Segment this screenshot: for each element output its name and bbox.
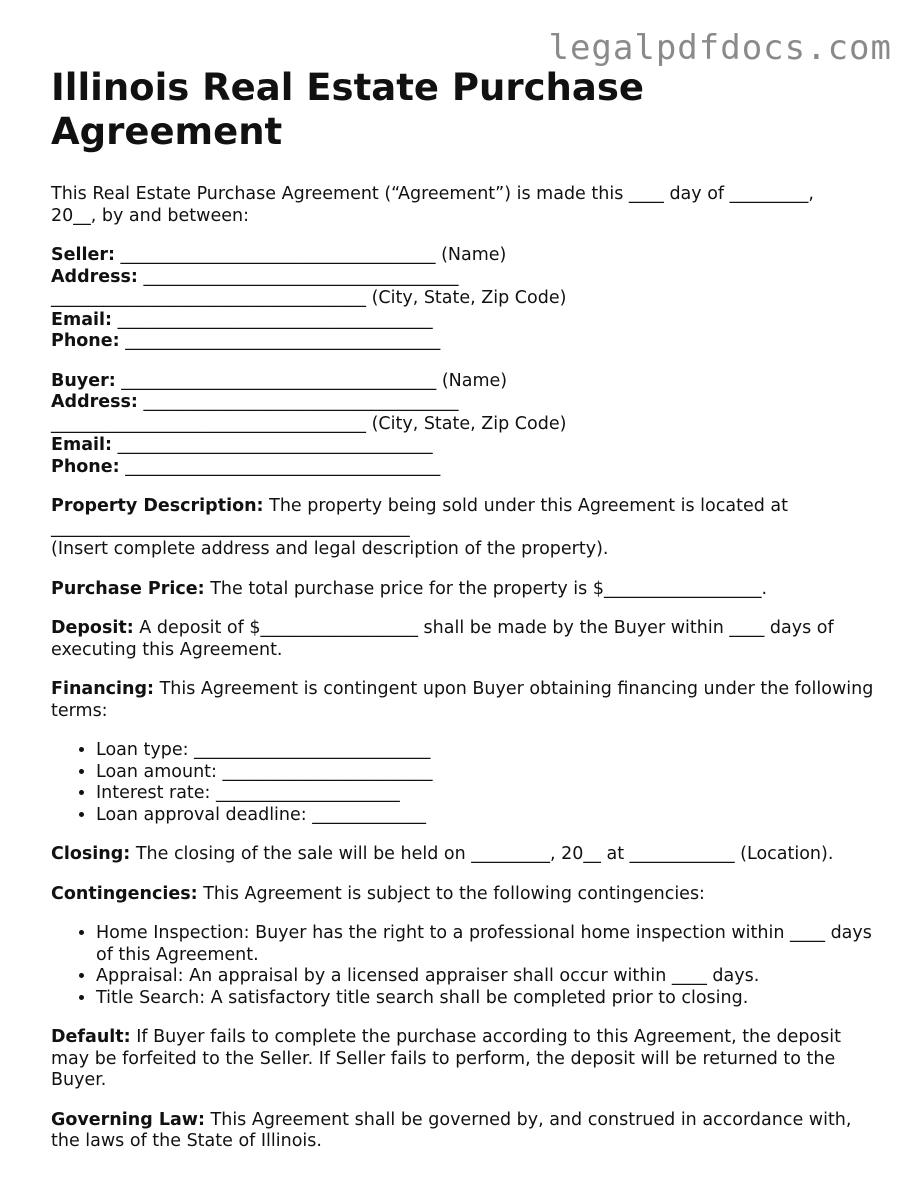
seller-email-label: Email:: [51, 309, 112, 330]
property-text: The property being sold under this Agreement is located at: [263, 496, 788, 516]
governing-law-text: This Agreement shall be governed by, and construed in accordance with, the laws of the State of Illinois.: [51, 1109, 852, 1151]
list-item[interactable]: • Home Inspection: Buyer has the right to a professional home inspection within ____ days of this Agreement.: [96, 923, 881, 966]
deposit-section: [51, 618, 881, 661]
financing-list: [51, 740, 881, 826]
contingencies-text: This Agreement is subject to the following contingencies:: [197, 883, 705, 904]
seller-block: [51, 245, 881, 353]
buyer-phone-label: Phone:: [51, 456, 120, 477]
buyer-email-label: Email:: [51, 435, 112, 455]
buyer-address-row[interactable]: [51, 392, 881, 414]
buyer-name-field: ____________________________________ (Name): [115, 370, 508, 391]
seller-address-label: Address:: [51, 266, 138, 287]
intro-paragraph: [51, 184, 881, 227]
buyer-name-row[interactable]: [51, 371, 881, 393]
seller-email-field: ____________________________________: [112, 309, 433, 330]
deposit-text[interactable]: A deposit of $__________________ shall be made by the Buyer within ____ days of executing this Agreement.: [51, 618, 834, 660]
list-item[interactable]: • Interest rate: _____________________: [96, 783, 881, 805]
closing-section: [51, 844, 881, 866]
financing-text: This Agreement is contingent upon Buyer obtaining financing under the following terms:: [51, 679, 874, 721]
seller-phone-field: ____________________________________: [119, 331, 441, 351]
seller-name-field: ____________________________________ (Name): [114, 245, 507, 265]
buyer-email-field: ____________________________________: [112, 435, 433, 455]
list-item[interactable]: • Appraisal: An appraisal by a licensed appraiser shall occur within ____ days.: [96, 966, 881, 988]
intro-line-1: This Real Estate Purchase Agreement (“Agreement”) is made this ____ day of _________,: [51, 184, 814, 204]
financing-label: Financing:: [51, 679, 155, 699]
buyer-city-field: ____________________________________ (City, State, Zip Code): [51, 413, 567, 434]
contingencies-section: [51, 884, 881, 906]
contingencies-list: [51, 923, 881, 1009]
seller-label: Seller:: [51, 245, 115, 265]
closing-label: Closing:: [51, 844, 131, 864]
buyer-address-field: ____________________________________: [137, 392, 459, 412]
property-label: Property Description:: [51, 496, 264, 516]
buyer-phone-field: ____________________________________: [119, 456, 441, 477]
price-label: Purchase Price:: [51, 578, 205, 599]
price-section: [51, 579, 881, 601]
list-item: • Title Search: A satisfactory title search shall be completed prior to closing.: [96, 988, 881, 1010]
seller-city-field: ____________________________________ (City, State, Zip Code): [51, 288, 567, 308]
property-note: (Insert complete address and legal description of the property).: [51, 539, 609, 559]
buyer-phone-row[interactable]: [51, 457, 881, 479]
contingencies-label: Contingencies:: [51, 883, 198, 904]
seller-address-field: ____________________________________: [137, 266, 459, 287]
price-text[interactable]: The total purchase price for the property is $__________________.: [204, 578, 768, 599]
default-section: [51, 1027, 881, 1092]
financing-section: [51, 679, 881, 722]
seller-email-row[interactable]: [51, 310, 881, 332]
document-page: [51, 66, 881, 1153]
closing-text[interactable]: The closing of the sale will be held on _________, 20__ at ____________ (Location).: [130, 844, 834, 864]
seller-phone-row[interactable]: [51, 331, 881, 353]
list-item[interactable]: • Loan amount: ________________________: [96, 762, 881, 784]
seller-address-row[interactable]: [51, 267, 881, 289]
intro-line-2: 20__, by and between:: [51, 205, 249, 226]
default-label: Default:: [51, 1027, 131, 1047]
governing-law-section: [51, 1110, 881, 1153]
buyer-block: [51, 371, 881, 479]
buyer-email-row[interactable]: [51, 435, 881, 457]
seller-city-row[interactable]: [51, 288, 881, 310]
watermark: legalpdfdocs.com: [548, 28, 892, 68]
list-item[interactable]: • Loan approval deadline: _____________: [96, 805, 881, 827]
list-item[interactable]: • Loan type: ___________________________: [96, 740, 881, 762]
governing-law-label: Governing Law:: [51, 1109, 205, 1130]
default-text: If Buyer fails to complete the purchase according to this Agreement, the deposit may be forfeited to the Seller. If Seller fails to perform, the deposit will be returned to the Buyer.: [51, 1027, 842, 1090]
page-title: Illinois Real Estate Purchase Agreement: [51, 66, 644, 153]
buyer-address-label: Address:: [51, 392, 138, 412]
seller-name-row[interactable]: [51, 245, 881, 267]
buyer-city-row[interactable]: [51, 414, 881, 436]
buyer-label: Buyer:: [51, 370, 116, 391]
seller-phone-label: Phone:: [51, 331, 120, 351]
property-section: [51, 496, 881, 561]
property-field[interactable]: _________________________________________: [51, 517, 410, 538]
deposit-label: Deposit:: [51, 618, 134, 638]
